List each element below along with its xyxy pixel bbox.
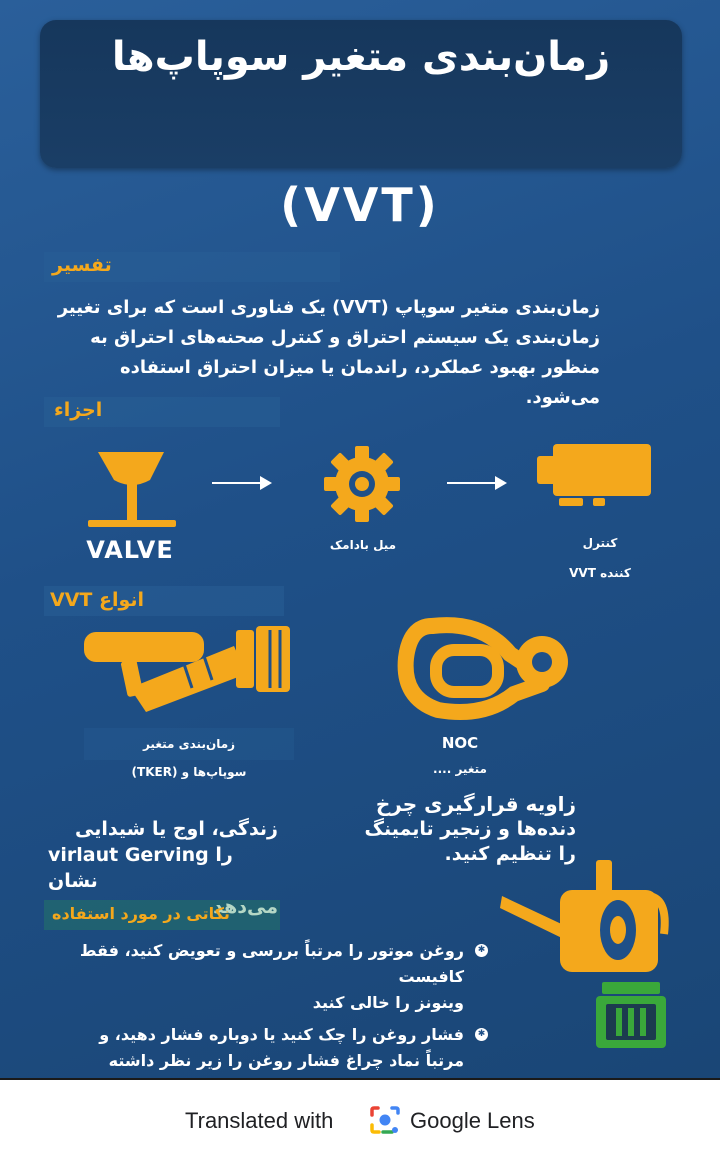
tip-line: وینونز را خالی کنید — [312, 993, 464, 1012]
valve-icon — [88, 448, 176, 528]
valve-label: VALVE — [86, 536, 174, 564]
list-item — [60, 938, 490, 1016]
tip-line: روغن موتور را مرتباً بررسی و تعویض کنید، فقط کافیست — [79, 941, 464, 986]
brush-icon — [84, 624, 294, 714]
definition-line: زمان‌بندی یک سیستم احتراق و کنترل صحنه‌های احتراق به — [90, 327, 600, 348]
definition-text — [40, 293, 600, 413]
acronym-title: (VVT) — [280, 178, 440, 232]
chain-loop-icon — [392, 614, 582, 724]
type-left-caption: زمان‌بندی متغیر — [142, 737, 236, 751]
types-heading: انواع VVT — [50, 589, 145, 611]
filter-icon — [596, 982, 666, 1048]
tip-line: فشار روغن را چک کنید یا دوباره فشار دهید، و — [99, 1025, 464, 1044]
oil-can-icon — [500, 856, 670, 974]
description-line: virlaut Gerving را نشان — [48, 844, 233, 892]
camshaft-label: میل بادامک — [329, 538, 397, 552]
page-title: زمان‌بندی متغیر سوپاپ‌ها — [111, 34, 611, 80]
description-line: زاویه قرارگیری چرخ — [375, 792, 576, 816]
definition-line: منظور بهبود عملکرد، راندمان یا میزان احتراق استفاده می‌شود. — [120, 357, 600, 408]
definition-line: زمان‌بندی متغیر سوپاپ (VVT) یک فناوری است که برای تغییر — [57, 297, 600, 318]
flow-arrow — [447, 482, 505, 484]
type-right-caption: NOC — [441, 734, 479, 752]
definition-heading: تفسیر — [52, 254, 112, 276]
google-lens-icon — [370, 1105, 400, 1135]
type-left-caption: سوپاپ‌ها و (TKER) — [131, 765, 247, 779]
description-line: دنده‌ها و زنجیر تایمینگ — [364, 818, 576, 840]
tips-heading: نکاتی در مورد استفاده — [52, 904, 230, 923]
description-line: می‌دهد — [213, 896, 278, 918]
controller-icon — [535, 444, 653, 508]
footer-bar — [0, 1078, 720, 1159]
description-line: را تنظیم کنید. — [444, 843, 576, 865]
description-line: زندگی، اوج یا شیدایی — [75, 818, 278, 840]
footer-prefix: Translated with — [185, 1108, 334, 1133]
components-heading: اجزاء — [54, 399, 103, 421]
bullet-marker: ✱ — [475, 944, 488, 957]
controller-label: کنترل — [582, 536, 618, 550]
footer-brand: Google Lens — [410, 1108, 535, 1133]
type-right-caption: متغیر .... — [433, 762, 487, 776]
controller-label: کننده VVT — [569, 566, 631, 580]
flow-arrow — [212, 482, 270, 484]
gear-icon — [322, 444, 402, 524]
tip-line: مرتباً نماد چراغ فشار روغن را زیر نظر داشته — [108, 1051, 464, 1070]
bullet-marker: ✱ — [475, 1028, 488, 1041]
